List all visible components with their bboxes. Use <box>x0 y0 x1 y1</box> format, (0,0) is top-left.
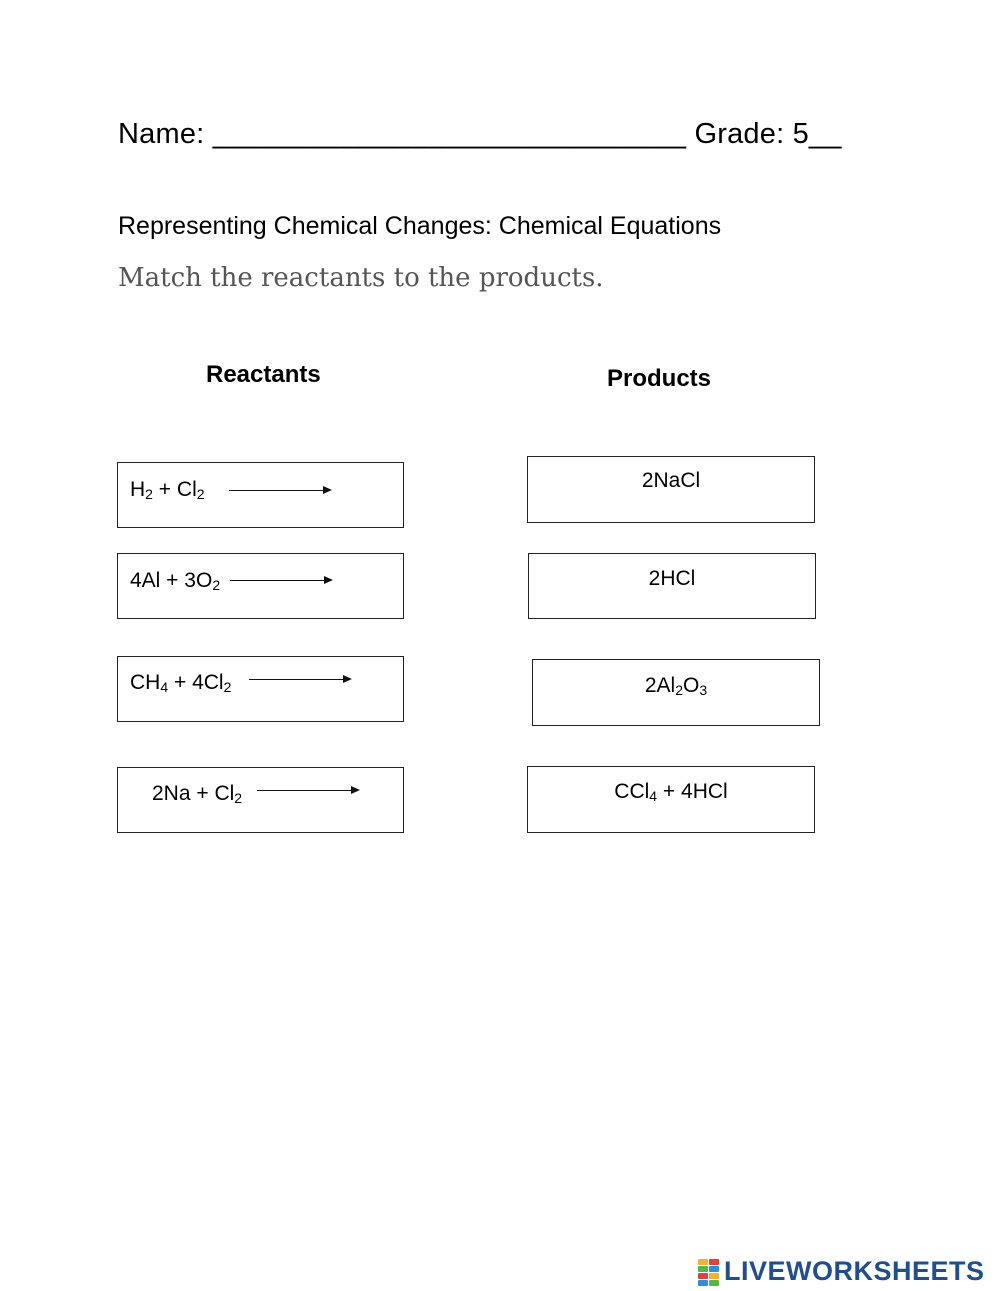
reactant-box-3[interactable] <box>117 656 404 722</box>
reactant-box-2[interactable] <box>117 553 404 619</box>
name-label: Name: <box>118 118 205 150</box>
reactant-box-1[interactable] <box>117 462 404 528</box>
reactant-formula-4: $2Na + Cl_2$ <box>152 782 243 806</box>
product-box-3[interactable] <box>532 659 820 726</box>
logo-text: LIVEWORKSHEETS <box>724 1256 985 1286</box>
product-formula-2: 2HCl <box>648 567 696 590</box>
product-box-1[interactable] <box>527 456 815 523</box>
reactant-formula-1: $H_2 + Cl_2$ <box>130 478 205 502</box>
worksheet-subtitle: Representing Chemical Changes: Chemical Equations <box>118 212 722 240</box>
products-heading: Products <box>607 365 712 392</box>
grade-label: Grade: 5__ <box>694 118 842 150</box>
reaction-arrow-3 <box>249 679 350 680</box>
liveworksheets-logo <box>698 1256 985 1287</box>
reactant-formula-3: $CH_4 + 4Cl_2$ <box>130 671 232 695</box>
reaction-arrow-1 <box>229 490 330 491</box>
product-formula-4: CCl$_4$ + 4HCl <box>614 780 728 804</box>
product-box-4[interactable] <box>527 766 815 833</box>
reactant-formula-2: $4Al + 3O_2$ <box>130 569 221 593</box>
product-formula-3: $2Al_2O_3$ <box>644 674 708 698</box>
reactant-box-4[interactable] <box>117 767 404 833</box>
reaction-arrow-4 <box>257 790 358 791</box>
reaction-arrow-2 <box>230 580 331 581</box>
logo-blocks-icon <box>698 1258 720 1286</box>
product-box-2[interactable] <box>528 553 816 619</box>
reactants-heading: Reactants <box>206 361 321 388</box>
product-formula-1: 2NaCl <box>641 469 701 492</box>
name-grade-line <box>118 118 842 151</box>
name-blank: _____________________________ <box>212 118 687 150</box>
worksheet-instruction: Match the reactants to the products. <box>118 263 604 293</box>
